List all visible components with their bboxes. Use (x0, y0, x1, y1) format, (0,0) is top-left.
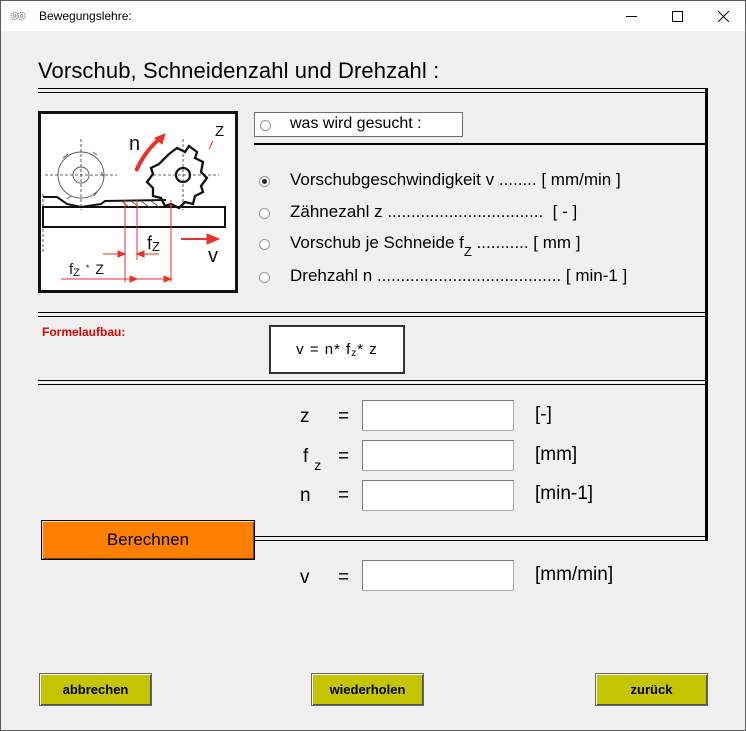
frame-right-border (705, 88, 708, 540)
input-n-label: n (300, 485, 311, 506)
formula-heading: Formelaufbau: (42, 325, 126, 339)
result-label: v (300, 567, 310, 588)
milling-diagram (38, 111, 238, 293)
minimize-button[interactable] (608, 1, 654, 31)
z-input[interactable] (362, 400, 514, 431)
formula-lhs: v = n (296, 341, 335, 358)
input-fz-eq: = (338, 446, 350, 467)
result-v-field[interactable] (362, 560, 514, 591)
cancel-button[interactable]: abbrechen (39, 673, 152, 706)
search-option[interactable] (254, 112, 463, 137)
divider-formula-top-2 (38, 316, 706, 317)
option-v-label: Vorschubgeschwindigkeit v ........ (290, 170, 537, 189)
input-fz-unit: [mm] (535, 444, 578, 465)
option-z-unit: [ - ] (552, 202, 578, 221)
n-input[interactable] (362, 480, 514, 511)
option-n-label: Drehzahl n ....................................... (290, 266, 562, 285)
divider-top-1 (38, 88, 708, 89)
diagram-label-v: v (208, 245, 218, 267)
result-unit: [mm/min] (535, 564, 614, 585)
diagram-label-z: Z (215, 123, 225, 140)
calculate-button[interactable]: Berechnen (41, 520, 255, 560)
close-icon (718, 11, 729, 22)
search-radio[interactable] (260, 120, 271, 131)
maximize-button[interactable] (654, 1, 700, 31)
formula-op1: * f (334, 341, 352, 358)
app-gears-icon (10, 10, 26, 22)
window-title: Bewegungslehre: (39, 9, 132, 23)
back-button[interactable]: zurück (595, 673, 708, 706)
formula-op2: * z (357, 341, 378, 358)
option-fz-sub: Z (463, 244, 472, 259)
right-cutter-icon (147, 146, 207, 208)
input-z-eq: = (338, 406, 350, 427)
option-fz-radio[interactable] (259, 239, 270, 250)
option-z-label: Zähnezahl z ................................. (290, 202, 544, 221)
result-eq: = (338, 567, 350, 588)
divider-search (254, 143, 706, 145)
input-z-label: z (300, 406, 310, 427)
option-n-radio[interactable] (259, 272, 270, 283)
option-v-unit: [ mm/min ] (541, 170, 621, 189)
diagram-label-fz: fZ (147, 233, 160, 254)
option-fz-label: Vorschub je Schneide f (290, 233, 464, 252)
milling-cutter-illustration (41, 114, 235, 290)
diagram-label-fz-times-z: fZ * Z (69, 261, 104, 279)
input-fz-label: f $_z$ (303, 446, 322, 473)
option-z-radio[interactable] (259, 208, 270, 219)
minimize-icon (626, 11, 637, 22)
search-label: was wird gesucht : (290, 115, 422, 132)
option-fz-unit: [ mm ] (533, 233, 581, 252)
divider-calc-2 (255, 540, 708, 541)
divider-formula-bottom-1 (38, 380, 706, 381)
formula-sub: z (351, 348, 358, 359)
divider-formula-bottom-2 (38, 384, 706, 385)
formula-box (269, 325, 405, 374)
fz-input[interactable] (362, 440, 514, 471)
title-bar (1, 1, 745, 31)
option-fz-dots: ........... (471, 233, 529, 252)
input-n-unit: [min-1] (535, 483, 594, 504)
page-title: Vorschub, Schneidenzahl und Drehzahl : (38, 58, 440, 83)
close-button[interactable] (700, 1, 746, 31)
divider-formula-top-1 (38, 312, 706, 313)
divider-top-2 (38, 92, 708, 93)
option-n-unit: [ min-1 ] (565, 266, 628, 285)
input-n-eq: = (338, 485, 350, 506)
maximize-icon (672, 11, 683, 22)
option-v-radio[interactable] (259, 176, 270, 187)
input-fz-sub: z (314, 457, 322, 473)
diagram-label-n: n (129, 133, 141, 155)
repeat-button[interactable]: wiederholen (311, 673, 424, 706)
divider-calc-1 (255, 536, 708, 537)
input-z-unit: [-] (535, 404, 552, 425)
